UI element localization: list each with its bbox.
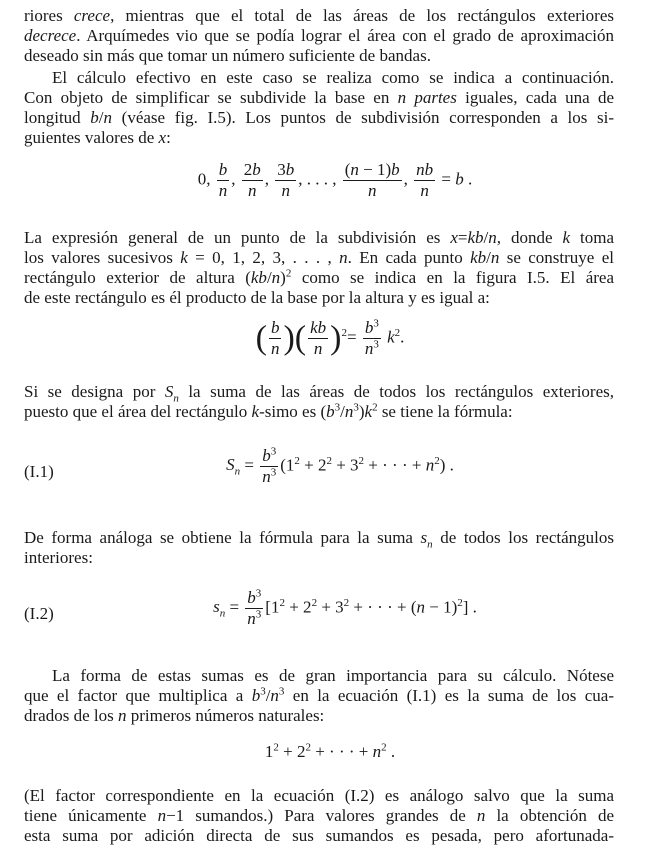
equation-i2: $s_n$ = $\frac{b^3}{n^3}$ [$1^2 + 2^2 + 3^2$ + · · · + $(n - 1)^2$] .	[213, 587, 477, 628]
text-line: puesto que el área del rectángulo k-simo es $(b^3/n^3)k^2$ se tiene la fórmula:	[24, 401, 513, 421]
text-line: Si se designa por $S_n$ la suma de las áreas de todos los rectángulos exteriores,	[24, 382, 614, 405]
text-line: De forma análoga se obtiene la fórmula para la suma $s_n$ de todos los rectángulos	[24, 528, 614, 551]
text-line: los valores sucesivos k = 0, 1, 2, 3, . . . , n. En cada punto kb/n se construye el	[24, 248, 614, 267]
text-line: interiores:	[24, 548, 93, 567]
text-line: Con objeto de simplificar se subdivide la base en n partes iguales, cada una de	[24, 88, 615, 107]
text-line: riores crece, mientras que el total de las áreas de los rectángulos exteriores	[24, 6, 614, 25]
text-line: longitud b/n (véase fig. I.5). Los puntos de subdivisión corresponden a los si-	[24, 108, 614, 127]
text-line: drados de los n primeros números naturales:	[24, 706, 325, 725]
text-line: que el factor que multiplica a $b^3/n^3$ en la ecuación (I.1) es la suma de los cua-	[24, 685, 614, 705]
text-line: La forma de estas sumas es de gran importancia para su cálculo. Nótese	[52, 666, 614, 685]
text-line: (El factor correspondiente en la ecuación (I.2) es análogo salvo que la suma	[24, 786, 614, 805]
text-line: rectángulo exterior de altura $(kb/n)^2$ como se indica en la figura I.5. El área	[24, 267, 614, 287]
text-line: El cálculo efectivo en este caso se realiza como se indica a continuación.	[52, 68, 614, 87]
text-line: tiene únicamente n−1 sumandos.) Para valores grandes de n la obtención de	[24, 806, 614, 825]
text-line: decrece. Arquímedes vio que se podía lograr el área con el grado de aproximación	[24, 26, 614, 45]
equation-label: (I.1)	[24, 462, 54, 481]
text-line: La expresión general de un punto de la subdivisión es x=kb/n, donde k toma	[24, 228, 615, 247]
equation-label: (I.2)	[24, 604, 54, 623]
equation-subdivision-points: 0, $\frac{b}{n}$ , $\frac{2b}{n}$ , $\frac{3b}{n}$ , . . . , $\frac{(n - 1)b}{n}$ , $\frac{nb}{n}$ = b .	[197, 160, 473, 200]
equation-i1: $S_n$ = $\frac{b^3}{n^3}$ ($1^2 + 2^2 + 3^2$ + · · · + $n^2$) .	[226, 445, 454, 486]
text-line: guientes valores de x:	[24, 128, 171, 147]
equation-rectangle-area: ( $\frac{b}{n}$ )( $\frac{kb}{n}$ )$^2$= $\frac{b^3}{n^3}$ $k^2$.	[255, 317, 405, 358]
text-line: deseado sin más que tomar un número suficiente de bandas.	[24, 46, 431, 65]
text-line: de este rectángulo es él producto de la base por la altura y es igual a:	[24, 288, 490, 307]
text-line: esta suma por adición directa de sus sumandos es pesada, pero afortunada-	[24, 826, 614, 845]
equation-sum-squares: $1^2 + 2^2$ + · · · + $n^2$ .	[264, 741, 396, 761]
